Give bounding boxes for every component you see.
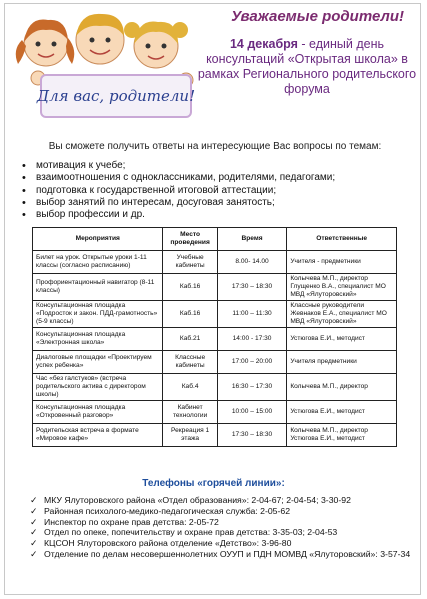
event-cell: Консультационная площадка «Откровенный разговор» — [33, 401, 163, 424]
topic-item: • взаимоотношения с одноклассниками, родителями, педагогами; — [20, 172, 410, 184]
responsible-cell: Колычева М.П., директор — [287, 374, 397, 401]
table-row — [33, 251, 397, 274]
announce-date: 14 декабря — [229, 37, 298, 51]
place-cell: Рекреация 1 этажа — [163, 424, 217, 447]
events-table — [32, 227, 397, 447]
event-cell: Консультационная площадка «Электронная школа» — [33, 328, 163, 351]
hotline-list — [30, 495, 415, 560]
topic-item: • мотивация к учебе; — [20, 160, 410, 172]
hotline-item: ✓ Отдел по опеке, попечительству и охране прав детства: 3-35-03; 2-04-53 — [30, 527, 415, 538]
place-cell: Классные кабинеты — [163, 351, 217, 374]
column-header: Мероприятия — [33, 228, 163, 251]
page-header — [196, 8, 418, 97]
table-row — [33, 351, 397, 374]
column-header: Время — [217, 228, 287, 251]
place-cell: Каб.16 — [163, 301, 217, 328]
place-cell: Каб.16 — [163, 274, 217, 301]
table-row — [33, 374, 397, 401]
topic-item: • выбор профессии и др. — [20, 209, 410, 221]
welcome-banner — [36, 74, 196, 118]
time-cell: 17:00 – 20:00 — [217, 351, 287, 374]
table-row — [33, 301, 397, 328]
table-row — [33, 328, 397, 351]
hotline-item: ✓ Районная психолого-медико-педагогическая служба: 2-05-62 — [30, 506, 415, 517]
hotline-item: ✓ МКУ Ялуторовского района «Отдел образования»: 2-04-67; 2-04-54; 3-30-92 — [30, 495, 415, 506]
announcement — [196, 37, 418, 97]
time-cell: 16:30 – 17:30 — [217, 374, 287, 401]
time-cell: 8.00- 14.00 — [217, 251, 287, 274]
hotline-item: ✓ Инспектор по охране прав детства: 2-05-72 — [30, 517, 415, 528]
responsible-cell: Учителя - предметники — [287, 251, 397, 274]
event-cell: Консультационная площадка «Подросток и закон. ПДД-грамотность» (5-9 классы) — [33, 301, 163, 328]
place-cell: Каб.4 — [163, 374, 217, 401]
time-cell: 14:00 - 17:30 — [217, 328, 287, 351]
event-cell: Диалоговые площадки «Проектируем успех ребенка» — [33, 351, 163, 374]
table-row — [33, 424, 397, 447]
greeting-title: Уважаемые родители! — [231, 8, 404, 25]
column-header: Место проведения — [163, 228, 217, 251]
responsible-cell: Устюгова Е.И., методист — [287, 401, 397, 424]
responsible-cell: Колычева М.П., директор Устюгова Е.И., методист — [287, 424, 397, 447]
hotline-title: Телефоны «горячей линии»: — [142, 478, 285, 489]
responsible-cell: Устюгова Е.И., методист — [287, 328, 397, 351]
hotline-item: ✓ Отделение по делам несовершеннолетних ОУУП и ПДН МОМВД «Ялуторовский»: 3-57-34 — [30, 549, 415, 560]
event-cell: Родительская встреча в формате «Мировое кафе» — [33, 424, 163, 447]
place-cell: Кабинет технологии — [163, 401, 217, 424]
announce-text: - единый день консультаций «Открытая школа» в рамках Регионального родительского форума — [197, 37, 417, 96]
hotline-item: ✓ КЦСОН Ялуторовского района отделение «Детство»: 3-96-80 — [30, 538, 415, 549]
children-illustration — [8, 6, 196, 138]
table-header-row — [33, 228, 397, 251]
topic-item: • выбор занятий по интересам, досуговая занятость; — [20, 197, 410, 209]
event-cell: Час «без галстуков» (встреча родительского актива с директором школы) — [33, 374, 163, 401]
responsible-cell: Учителя предметники — [287, 351, 397, 374]
time-cell: 17:30 – 18:30 — [217, 424, 287, 447]
banner-text: Для вас, родители! — [36, 87, 196, 105]
topics-list — [20, 160, 410, 221]
topic-item: • подготовка к государственной итоговой аттестации; — [20, 185, 410, 197]
place-cell: Каб.21 — [163, 328, 217, 351]
column-header: Ответственные — [287, 228, 397, 251]
responsible-cell: Колычева М.П., директор Глущенко В.А., специалист МО МВД «Ялуторовский» — [287, 274, 397, 301]
responsible-cell: Классные руководители Жевнаков Е.А., специалист МО МВД «Ялуторовский» — [287, 301, 397, 328]
place-cell: Учебные кабинеты — [163, 251, 217, 274]
time-cell: 11:00 – 11:30 — [217, 301, 287, 328]
event-cell: Профориентационный навигатор (8-11 классы) — [33, 274, 163, 301]
table-row — [33, 274, 397, 301]
time-cell: 17:30 – 18:30 — [217, 274, 287, 301]
table-row — [33, 401, 397, 424]
intro-text: Вы сможете получить ответы на интересующие Вас вопросы по темам: — [48, 141, 382, 152]
event-cell: Билет на урок. Открытые уроки 1-11 классы (согласно расписанию) — [33, 251, 163, 274]
time-cell: 10:00 – 15:00 — [217, 401, 287, 424]
